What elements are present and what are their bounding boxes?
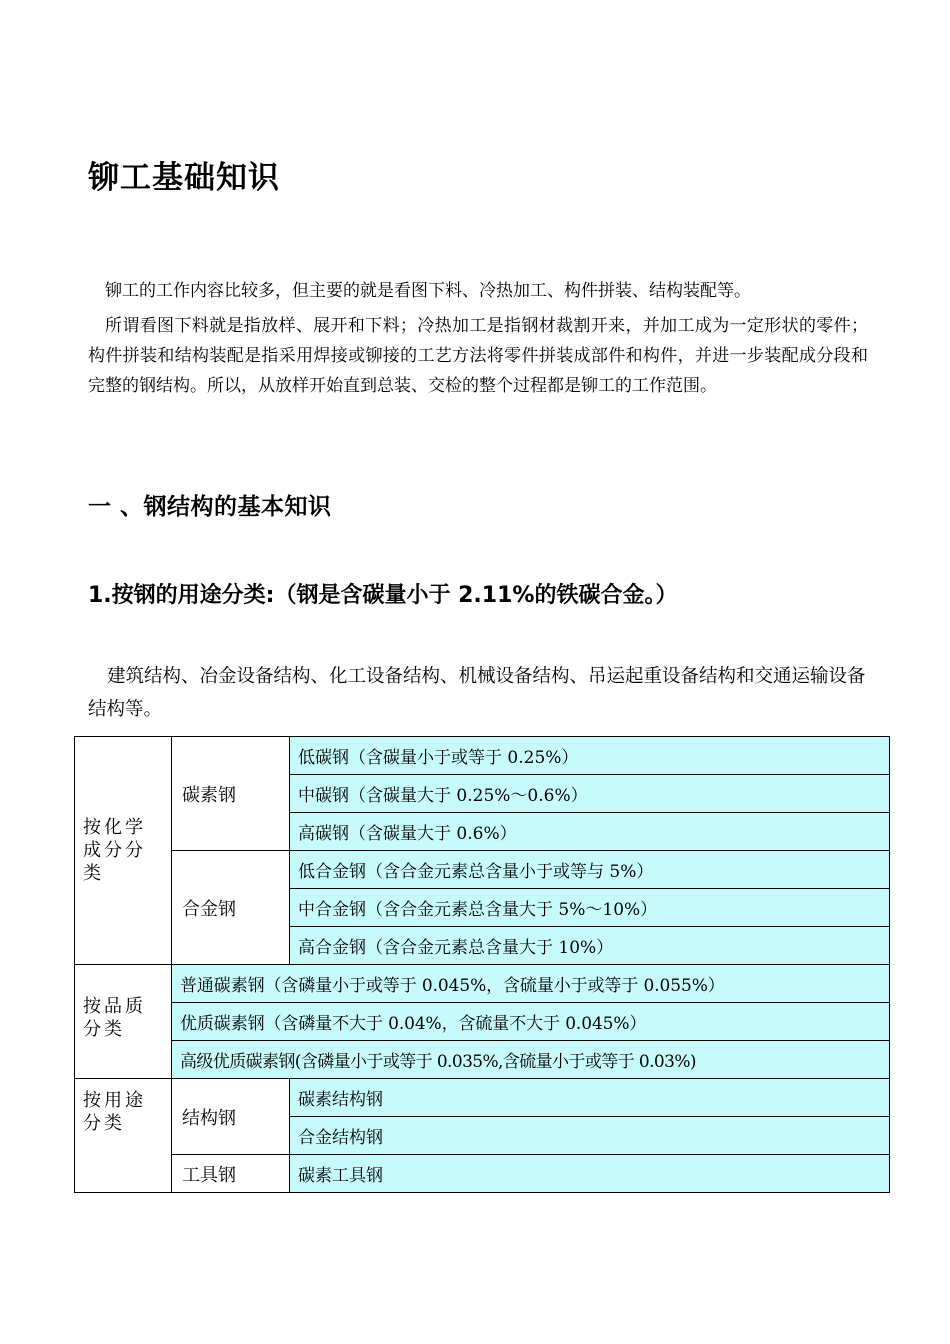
section-heading: 一 、钢结构的基本知识: [88, 494, 332, 520]
page-title: 铆工基础知识: [88, 160, 280, 196]
steel-classification-table: [74, 736, 890, 1193]
carbon-tool-cell: 碳素工具钢: [290, 1155, 890, 1193]
table-row: [75, 1003, 890, 1041]
table-row: [75, 851, 890, 889]
carbon-structural-cell: 碳素结构钢: [290, 1079, 890, 1117]
low-alloy-cell: 低合金钢（含合金元素总含量小于或等与 5%）: [290, 851, 890, 889]
structure-paragraph: 建筑结构、冶金设备结构、化工设备结构、机械设备结构、吊运起重设备结构和交通运输设备结构等。: [88, 666, 866, 720]
low-carbon-cell: 低碳钢（含碳量小于或等于 0.25%）: [290, 737, 890, 775]
alloy-structural-cell: 合金结构钢: [290, 1117, 890, 1155]
high-alloy-cell: 高合金钢（含合金元素总含量大于 10%）: [290, 927, 890, 965]
structural-steel-cell: 结构钢: [172, 1079, 290, 1155]
high-carbon-cell: 高碳钢（含碳量大于 0.6%）: [290, 813, 890, 851]
intro-paragraph-2: 所谓看图下料就是指放样、展开和下料；冷热加工是指钢材裁割开来，并加工成为一定形状的零件；构件拼装和结构装配是指采用焊接或铆接的工艺方法将零件拼装成部件和构件，并进一步装配成分段和完整的钢结构。所以，从放样开始直到总装、交检的整个过程都是铆工的工作范围。: [88, 316, 868, 396]
table-row: [75, 737, 890, 775]
group-quality-label: 按品质分类: [83, 996, 146, 1040]
alloy-steel-cell: 合金钢: [172, 851, 290, 965]
premium-carbon-cell: 高级优质碳素钢(含磷量小于或等于 0.035%,含硫量小于或等于 0.03%): [172, 1041, 890, 1079]
group-quality-cell: [75, 965, 172, 1079]
mid-alloy-cell: 中合金钢（含合金元素总含量大于 5%～10%）: [290, 889, 890, 927]
tool-steel-cell: 工具钢: [172, 1155, 290, 1193]
group-chemical-label: 按化学成分分类: [83, 817, 146, 884]
table-row: [75, 1079, 890, 1117]
ordinary-carbon-cell: 普通碳素钢（含磷量小于或等于 0.045%，含硫量小于或等于 0.055%）: [172, 965, 890, 1003]
carbon-steel-cell: 碳素钢: [172, 737, 290, 851]
table-row: [75, 1155, 890, 1193]
intro-paragraph-1: 铆工的工作内容比较多，但主要的就是看图下料、冷热加工、构件拼装、结构装配等。: [105, 281, 751, 301]
group-use-label: 按用途分类: [83, 1090, 146, 1134]
mid-carbon-cell: 中碳钢（含碳量大于 0.25%～0.6%）: [290, 775, 890, 813]
table-row: [75, 1041, 890, 1079]
subsection-heading: 1.按钢的用途分类:（钢是含碳量小于 2.11%的铁碳合金。）: [88, 583, 678, 608]
group-use-cell: [75, 1079, 172, 1193]
quality-carbon-cell: 优质碳素钢（含磷量不大于 0.04%，含硫量不大于 0.045%）: [172, 1003, 890, 1041]
group-chemical-cell: [75, 737, 172, 965]
table-row: [75, 965, 890, 1003]
